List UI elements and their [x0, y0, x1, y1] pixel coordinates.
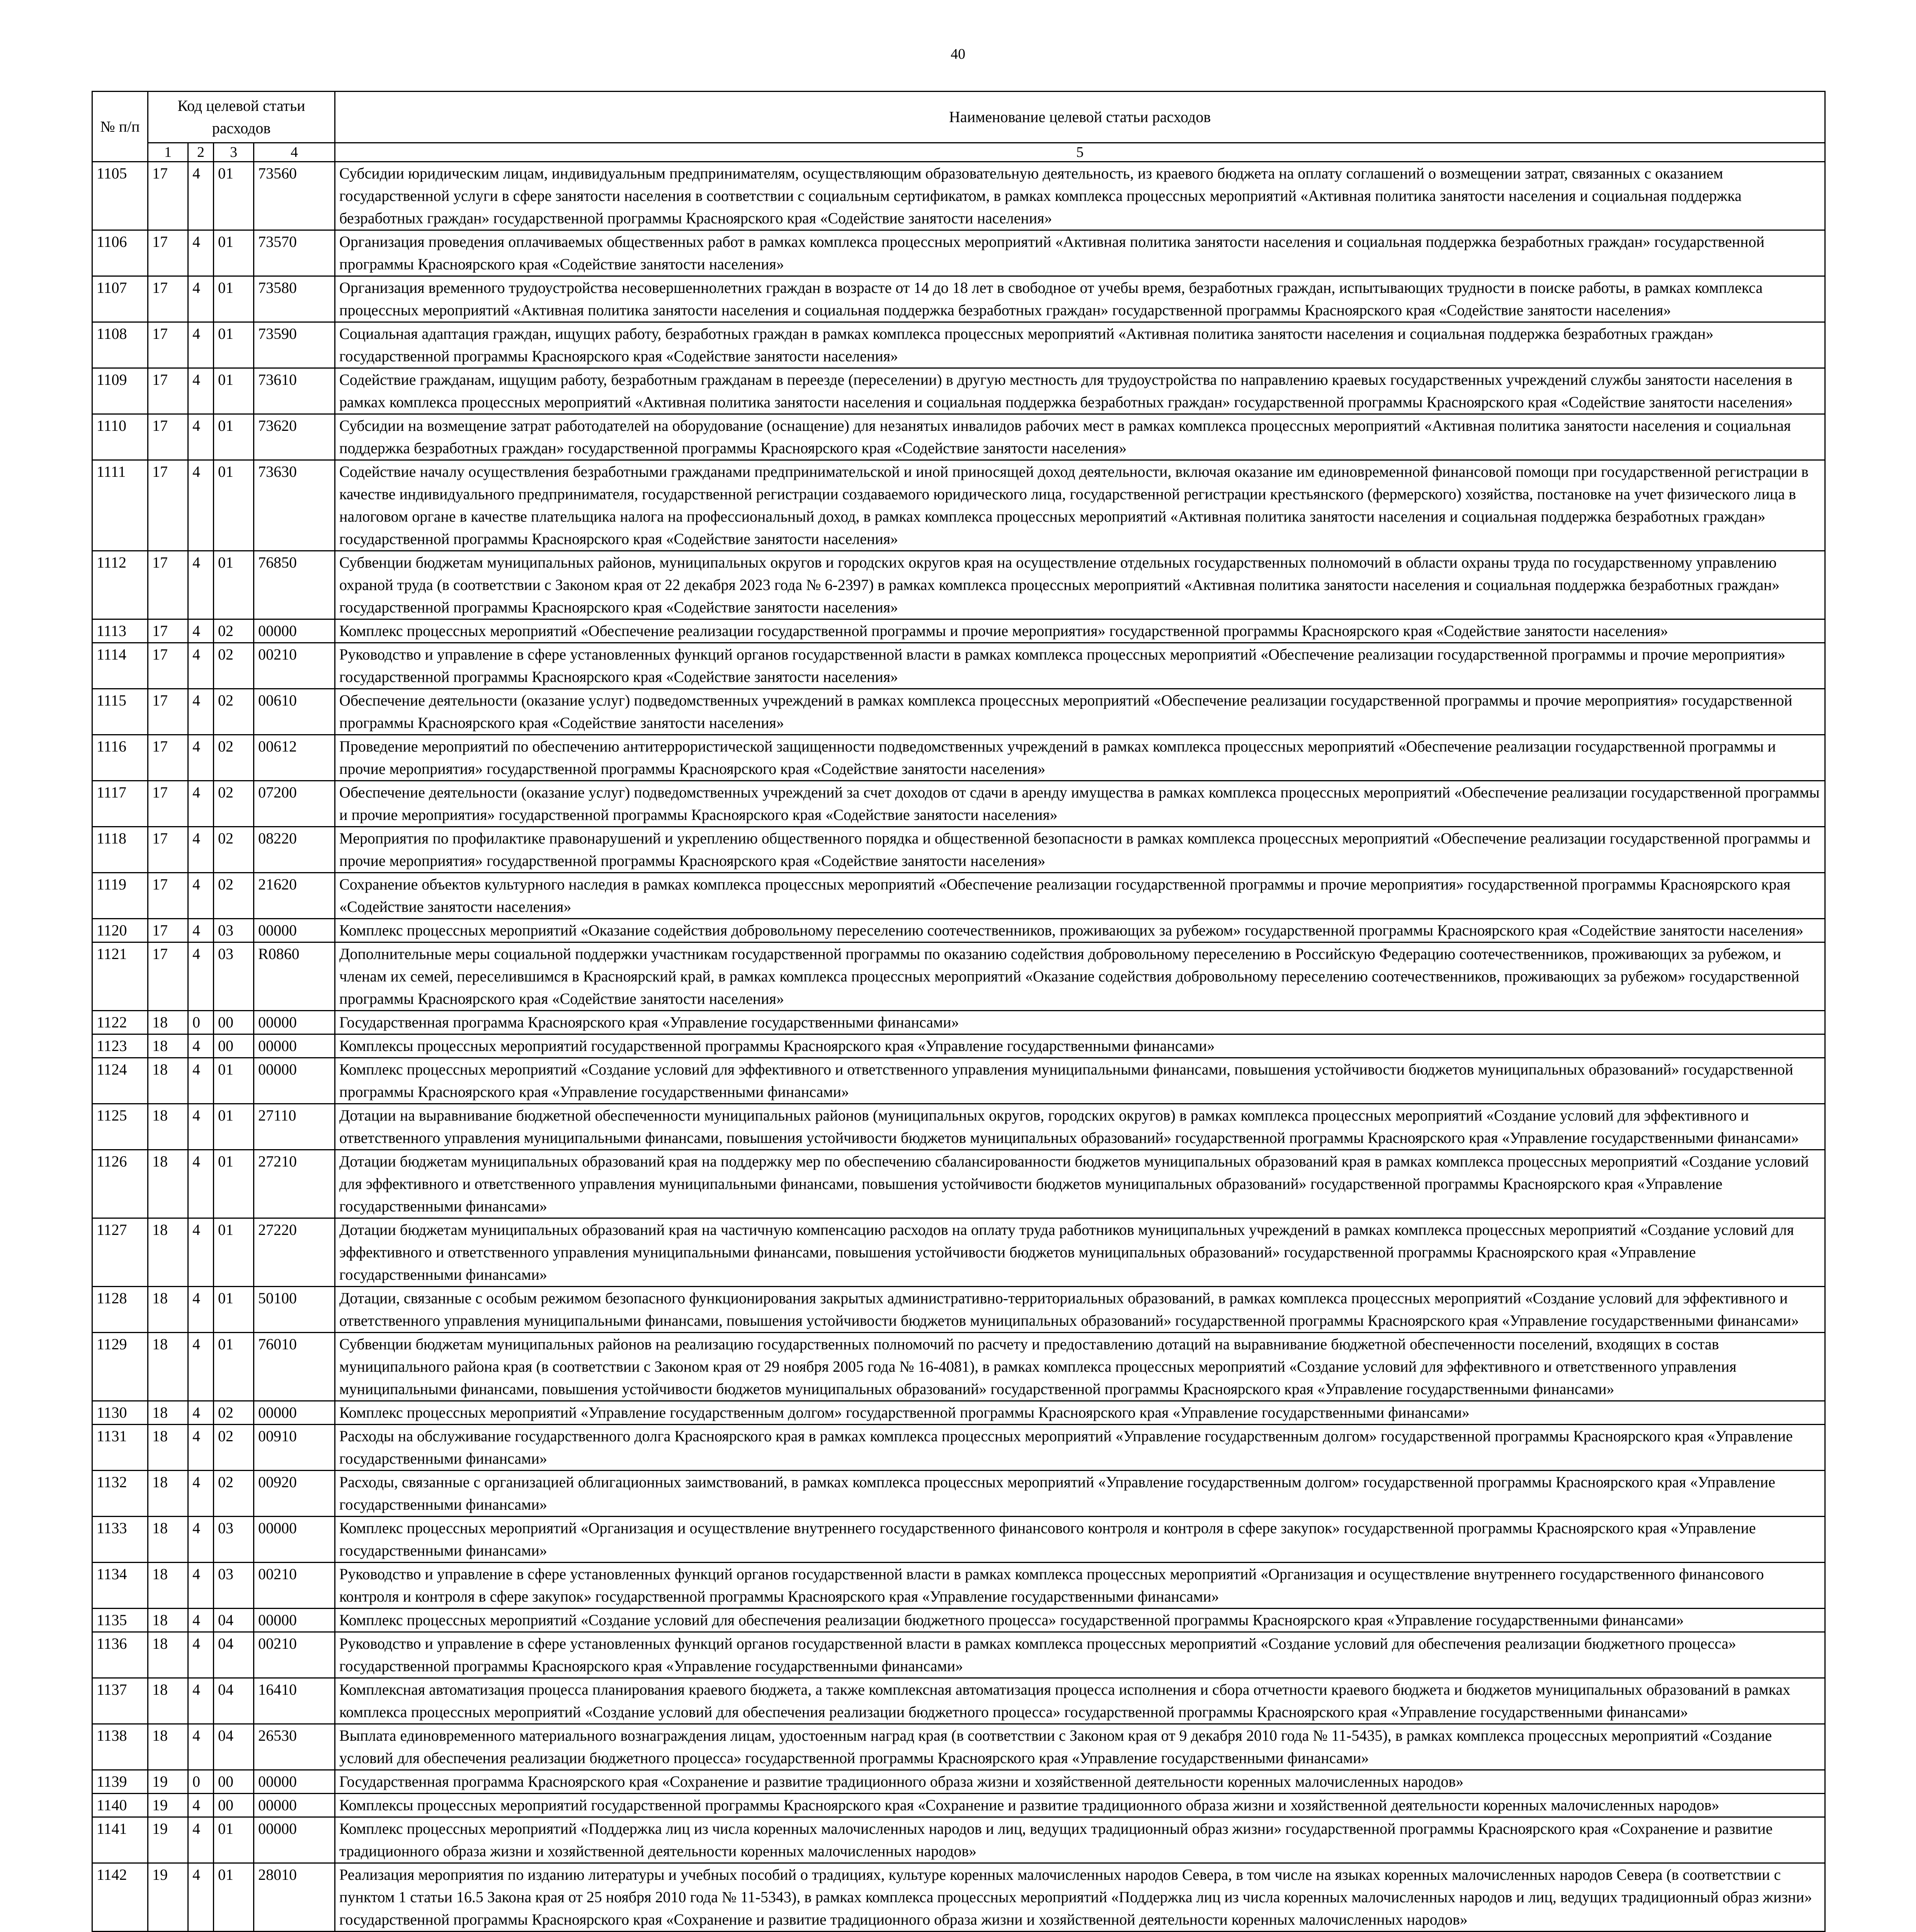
code-direction: 00612 — [254, 735, 335, 781]
expense-name: Государственная программа Красноярского края «Управление государственными финансами» — [335, 1011, 1825, 1034]
code-complex: 01 — [214, 414, 254, 460]
table-row — [92, 1863, 1825, 1932]
row-number: 1110 — [92, 414, 148, 460]
code-type: 4 — [188, 460, 214, 551]
row-number: 1116 — [92, 735, 148, 781]
row-number: 1122 — [92, 1011, 148, 1034]
table-row — [92, 368, 1825, 414]
header-name: Наименование целевой статьи расходов — [335, 92, 1825, 143]
code-complex: 03 — [214, 1563, 254, 1609]
expense-name: Комплекс процессных мероприятий «Создание условий для эффективного и ответственного управления муниципальными финансами, повышения устойчивости бюджетов муниципальных образований» государственной программы Красноярского края «Управление государственными финансами» — [335, 1058, 1825, 1104]
page-number: 40 — [951, 46, 965, 62]
table-row — [92, 1287, 1825, 1333]
row-number: 1128 — [92, 1287, 148, 1333]
code-complex: 02 — [214, 827, 254, 873]
expense-name: Содействие гражданам, ищущим работу, безработным гражданам в переезде (переселении) в другую местность для трудоустройства по направлению краевых государственных учреждений службы занятости населения в рамках комплекса процессных мероприятий «Активная политика занятости населения и социальная поддержка безработных граждан» государственной программы Красноярского края «Содействие занятости населения» — [335, 368, 1825, 414]
code-direction: 00920 — [254, 1471, 335, 1517]
row-number: 1130 — [92, 1401, 148, 1425]
row-number: 1137 — [92, 1678, 148, 1724]
code-type: 4 — [188, 643, 214, 689]
expense-name: Руководство и управление в сфере установленных функций органов государственной власти в рамках комплекса процессных мероприятий «Обеспечение реализации государственной программы и прочие мероприятия» государственной программы Красноярского края «Содействие занятости населения» — [335, 643, 1825, 689]
code-direction: 08220 — [254, 827, 335, 873]
expense-name: Комплексы процессных мероприятий государственной программы Красноярского края «Управление государственными финансами» — [335, 1034, 1825, 1058]
code-program: 18 — [148, 1471, 188, 1517]
code-direction: 00210 — [254, 643, 335, 689]
row-number: 1107 — [92, 276, 148, 322]
expense-name: Дотации бюджетам муниципальных образований края на поддержку мер по обеспечению сбалансированности бюджетов муниципальных образований края в рамках комплекса процессных мероприятий «Создание условий для эффективного и ответственного управления муниципальными финансами, повышения устойчивости бюджетов муниципальных образований» государственной программы Красноярского края «Управление государственными финансами» — [335, 1150, 1825, 1218]
expense-name: Комплексная автоматизация процесса планирования краевого бюджета, а также комплексная автоматизация процесса исполнения и сбора отчетности краевого бюджета и бюджетов муниципальных образований в рамках комплекса процессных мероприятий «Создание условий для обеспечения реализации бюджетного процесса» государственной программы Красноярского края «Управление государственными финансами» — [335, 1678, 1825, 1724]
code-direction: 00210 — [254, 1563, 335, 1609]
code-program: 18 — [148, 1034, 188, 1058]
table-row — [92, 919, 1825, 942]
code-type: 4 — [188, 414, 214, 460]
code-direction: 76850 — [254, 551, 335, 619]
expense-name: Комплекс процессных мероприятий «Создание условий для обеспечения реализации бюджетного процесса» государственной программы Красноярского края «Управление государственными финансами» — [335, 1609, 1825, 1632]
code-program: 18 — [148, 1563, 188, 1609]
code-complex: 01 — [214, 322, 254, 368]
table-row — [92, 619, 1825, 643]
row-number: 1117 — [92, 781, 148, 827]
code-complex: 02 — [214, 735, 254, 781]
code-program: 18 — [148, 1724, 188, 1770]
code-program: 18 — [148, 1333, 188, 1401]
table-body — [92, 162, 1825, 1932]
code-type: 4 — [188, 919, 214, 942]
table-row — [92, 1034, 1825, 1058]
header-sub-2: 2 — [188, 143, 214, 162]
expense-name: Обеспечение деятельности (оказание услуг) подведомственных учреждений за счет доходов от сдачи в аренду имущества в рамках комплекса процессных мероприятий «Обеспечение реализации государственной программы и прочие мероприятия» государственной программы Красноярского края «Содействие занятости населения» — [335, 781, 1825, 827]
code-program: 18 — [148, 1287, 188, 1333]
code-type: 4 — [188, 322, 214, 368]
table-row — [92, 1011, 1825, 1034]
code-complex: 01 — [214, 460, 254, 551]
expense-name: Субсидии юридическим лицам, индивидуальным предпринимателям, осуществляющим образовательную деятельность, из краевого бюджета на оплату соглашений о возмещении затрат, связанных с оказанием государственной услуги в сфере занятости населения в соответствии с социальным сертификатом, в рамках комплекса процессных мероприятий «Активная политика занятости населения и социальная поддержка безработных граждан» государственной программы Красноярского края «Содействие занятости населения» — [335, 162, 1825, 230]
code-complex: 00 — [214, 1034, 254, 1058]
code-complex: 04 — [214, 1678, 254, 1724]
code-program: 18 — [148, 1517, 188, 1563]
table-row — [92, 322, 1825, 368]
code-type: 4 — [188, 735, 214, 781]
expense-name: Содействие началу осуществления безработными гражданами предпринимательской и иной приносящей доход деятельности, включая оказание им единовременной финансовой помощи при государственной регистрации в качестве индивидуального предпринимателя, государственной регистрации создаваемого юридического лица, государственной регистрации крестьянского (фермерского) хозяйства, постановке на учет физического лица в налоговом органе в качестве плательщика налога на профессиональный доход, в рамках комплекса процессных мероприятий «Активная политика занятости населения и социальная поддержка безработных граждан» государственной программы Красноярского края «Содействие занятости населения» — [335, 460, 1825, 551]
code-type: 4 — [188, 1058, 214, 1104]
code-type: 4 — [188, 873, 214, 919]
code-complex: 01 — [214, 1218, 254, 1287]
row-number: 1108 — [92, 322, 148, 368]
code-complex: 02 — [214, 873, 254, 919]
table-row — [92, 1817, 1825, 1863]
code-program: 17 — [148, 162, 188, 230]
code-program: 17 — [148, 551, 188, 619]
table-row — [92, 1150, 1825, 1218]
row-number: 1111 — [92, 460, 148, 551]
table-row — [92, 1517, 1825, 1563]
code-type: 4 — [188, 1517, 214, 1563]
code-complex: 02 — [214, 619, 254, 643]
expense-name: Дотации на выравнивание бюджетной обеспеченности муниципальных районов (муниципальных округов, городских округов) в рамках комплекса процессных мероприятий «Создание условий для эффективного и ответственного управления муниципальными финансами, повышения устойчивости бюджетов муниципальных образований» государственной программы Красноярского края «Управление государственными финансами» — [335, 1104, 1825, 1150]
code-complex: 00 — [214, 1011, 254, 1034]
expense-name: Комплекс процессных мероприятий «Обеспечение реализации государственной программы и прочие мероприятия» государственной программы Красноярского края «Содействие занятости населения» — [335, 619, 1825, 643]
table-row — [92, 162, 1825, 230]
code-direction: 00000 — [254, 1817, 335, 1863]
expense-name: Сохранение объектов культурного наследия в рамках комплекса процессных мероприятий «Обеспечение реализации государственной программы и прочие мероприятия» государственной программы Красноярского края «Содействие занятости населения» — [335, 873, 1825, 919]
code-program: 18 — [148, 1425, 188, 1471]
code-direction: 00000 — [254, 919, 335, 942]
code-type: 4 — [188, 1863, 214, 1932]
code-program: 17 — [148, 414, 188, 460]
code-direction: 27210 — [254, 1150, 335, 1218]
row-number: 1142 — [92, 1863, 148, 1932]
code-direction: 21620 — [254, 873, 335, 919]
table-row — [92, 643, 1825, 689]
budget-table — [92, 91, 1826, 1932]
code-direction: 26530 — [254, 1724, 335, 1770]
row-number: 1114 — [92, 643, 148, 689]
row-number: 1138 — [92, 1724, 148, 1770]
table-row — [92, 1678, 1825, 1724]
code-program: 17 — [148, 942, 188, 1011]
row-number: 1126 — [92, 1150, 148, 1218]
code-direction: 73630 — [254, 460, 335, 551]
code-complex: 02 — [214, 643, 254, 689]
table-row — [92, 1218, 1825, 1287]
code-type: 4 — [188, 162, 214, 230]
code-complex: 01 — [214, 1333, 254, 1401]
row-number: 1119 — [92, 873, 148, 919]
code-program: 17 — [148, 735, 188, 781]
expense-name: Комплекс процессных мероприятий «Управление государственным долгом» государственной программы Красноярского края «Управление государственными финансами» — [335, 1401, 1825, 1425]
row-number: 1134 — [92, 1563, 148, 1609]
code-complex: 00 — [214, 1770, 254, 1794]
code-complex: 01 — [214, 551, 254, 619]
expense-name: Комплекс процессных мероприятий «Организация и осуществление внутреннего государственного финансового контроля и контроля в сфере закупок» государственной программы Красноярского края «Управление государственными финансами» — [335, 1517, 1825, 1563]
code-complex: 04 — [214, 1724, 254, 1770]
code-direction: 73620 — [254, 414, 335, 460]
expense-name: Дотации бюджетам муниципальных образований края на частичную компенсацию расходов на оплату труда работников муниципальных учреждений в рамках комплекса процессных мероприятий «Создание условий для эффективного и ответственного управления муниципальными финансами, повышения устойчивости бюджетов муниципальных образований» государственной программы Красноярского края «Управление государственными финансами» — [335, 1218, 1825, 1287]
code-type: 4 — [188, 1104, 214, 1150]
code-type: 4 — [188, 1471, 214, 1517]
code-complex: 01 — [214, 162, 254, 230]
row-number: 1109 — [92, 368, 148, 414]
code-program: 17 — [148, 322, 188, 368]
code-type: 4 — [188, 1794, 214, 1817]
code-complex: 02 — [214, 1401, 254, 1425]
code-program: 17 — [148, 827, 188, 873]
header-number: № п/п — [92, 92, 148, 162]
code-program: 19 — [148, 1817, 188, 1863]
code-type: 4 — [188, 1401, 214, 1425]
row-number: 1112 — [92, 551, 148, 619]
code-type: 4 — [188, 827, 214, 873]
code-direction: 00000 — [254, 1401, 335, 1425]
code-direction: 00000 — [254, 1058, 335, 1104]
code-program: 18 — [148, 1609, 188, 1632]
code-direction: 76010 — [254, 1333, 335, 1401]
code-program: 19 — [148, 1863, 188, 1932]
code-direction: 00000 — [254, 1011, 335, 1034]
row-number: 1118 — [92, 827, 148, 873]
table-row — [92, 414, 1825, 460]
code-program: 17 — [148, 276, 188, 322]
code-direction: 00000 — [254, 1517, 335, 1563]
code-complex: 03 — [214, 942, 254, 1011]
code-program: 17 — [148, 643, 188, 689]
code-type: 4 — [188, 1425, 214, 1471]
code-type: 4 — [188, 1150, 214, 1218]
code-program: 17 — [148, 368, 188, 414]
table-row — [92, 230, 1825, 276]
code-complex: 01 — [214, 368, 254, 414]
code-type: 4 — [188, 942, 214, 1011]
code-direction: 50100 — [254, 1287, 335, 1333]
expense-name: Мероприятия по профилактике правонарушений и укреплению общественного порядка и общественной безопасности в рамках комплекса процессных мероприятий «Обеспечение реализации государственной программы и прочие мероприятия» государственной программы Красноярского края «Содействие занятости населения» — [335, 827, 1825, 873]
code-direction: 00910 — [254, 1425, 335, 1471]
code-program: 17 — [148, 689, 188, 735]
code-direction: 73590 — [254, 322, 335, 368]
expense-name: Проведение мероприятий по обеспечению антитеррористической защищенности подведомственных учреждений в рамках комплекса процессных мероприятий «Обеспечение реализации государственной программы и прочие мероприятия» государственной программы Красноярского края «Содействие занятости населения» — [335, 735, 1825, 781]
code-complex: 01 — [214, 1817, 254, 1863]
expense-name: Дополнительные меры социальной поддержки участникам государственной программы по оказанию содействия добровольному переселению в Российскую Федерацию соотечественников, проживающих за рубежом, и членам их семей, переселившимся в Красноярский край, в рамках комплекса процессных мероприятий «Оказание содействия добровольному переселению соотечественников, проживающих за рубежом» государственной программы Красноярского края «Содействие занятости населения» — [335, 942, 1825, 1011]
code-direction: 00210 — [254, 1632, 335, 1678]
table-row — [92, 781, 1825, 827]
code-complex: 02 — [214, 689, 254, 735]
row-number: 1139 — [92, 1770, 148, 1794]
code-complex: 04 — [214, 1632, 254, 1678]
code-type: 4 — [188, 1609, 214, 1632]
table-row — [92, 1425, 1825, 1471]
code-direction: 16410 — [254, 1678, 335, 1724]
code-direction: 28010 — [254, 1863, 335, 1932]
code-direction: 00000 — [254, 619, 335, 643]
code-type: 4 — [188, 1333, 214, 1401]
code-type: 4 — [188, 276, 214, 322]
expense-name: Субсидии на возмещение затрат работодателей на оборудование (оснащение) для незанятых инвалидов рабочих мест в рамках комплекса процессных мероприятий «Активная политика занятости населения и социальная поддержка безработных граждан» государственной программы Красноярского края «Содействие занятости населения» — [335, 414, 1825, 460]
header-code: Код целевой статьи расходов — [148, 92, 335, 143]
row-number: 1106 — [92, 230, 148, 276]
expense-name: Комплекс процессных мероприятий «Поддержка лиц из числа коренных малочисленных народов и лиц, ведущих традиционный образ жизни» государственной программы Красноярского края «Сохранение и развитие традиционного образа жизни и хозяйственной деятельности коренных малочисленных народов» — [335, 1817, 1825, 1863]
table-row — [92, 1724, 1825, 1770]
expense-name: Организация временного трудоустройства несовершеннолетних граждан в возрасте от 14 до 18 лет в свободное от учебы время, безработных граждан, испытывающих трудности в поиске работы, в рамках комплекса процессных мероприятий «Активная политика занятости населения и социальная поддержка безработных граждан» государственной программы Красноярского края «Содействие занятости населения» — [335, 276, 1825, 322]
code-program: 18 — [148, 1150, 188, 1218]
code-type: 4 — [188, 689, 214, 735]
code-complex: 01 — [214, 1150, 254, 1218]
expense-name: Социальная адаптация граждан, ищущих работу, безработных граждан в рамках комплекса процессных мероприятий «Активная политика занятости населения и социальная поддержка безработных граждан» государственной программы Красноярского края «Содействие занятости населения» — [335, 322, 1825, 368]
code-complex: 04 — [214, 1609, 254, 1632]
row-number: 1121 — [92, 942, 148, 1011]
expense-name: Дотации, связанные с особым режимом безопасного функционирования закрытых административно-территориальных образований, в рамках комплекса процессных мероприятий «Создание условий для эффективного и ответственного управления муниципальными финансами, повышения устойчивости бюджетов муниципальных образований» государственной программы Красноярского края «Управление государственными финансами» — [335, 1287, 1825, 1333]
code-complex: 01 — [214, 276, 254, 322]
row-number: 1132 — [92, 1471, 148, 1517]
code-complex: 01 — [214, 1058, 254, 1104]
expense-name: Руководство и управление в сфере установленных функций органов государственной власти в рамках комплекса процессных мероприятий «Организация и осуществление внутреннего государственного финансового контроля и контроля в сфере закупок» государственной программы Красноярского края «Управление государственными финансами» — [335, 1563, 1825, 1609]
code-program: 17 — [148, 781, 188, 827]
row-number: 1135 — [92, 1609, 148, 1632]
table-row — [92, 827, 1825, 873]
code-type: 4 — [188, 1817, 214, 1863]
header-sub-4: 4 — [254, 143, 335, 162]
table-row — [92, 1104, 1825, 1150]
code-type: 0 — [188, 1770, 214, 1794]
table-row — [92, 551, 1825, 619]
table-row — [92, 735, 1825, 781]
code-program: 17 — [148, 230, 188, 276]
code-program: 18 — [148, 1678, 188, 1724]
code-type: 4 — [188, 1287, 214, 1333]
code-type: 4 — [188, 1632, 214, 1678]
code-program: 18 — [148, 1632, 188, 1678]
expense-name: Обеспечение деятельности (оказание услуг) подведомственных учреждений в рамках комплекса процессных мероприятий «Обеспечение реализации государственной программы и прочие мероприятия» государственной программы Красноярского края «Содействие занятости населения» — [335, 689, 1825, 735]
expense-name: Расходы на обслуживание государственного долга Красноярского края в рамках комплекса процессных мероприятий «Управление государственным долгом» государственной программы Красноярского края «Управление государственными финансами» — [335, 1425, 1825, 1471]
row-number: 1141 — [92, 1817, 148, 1863]
code-direction: 00000 — [254, 1609, 335, 1632]
row-number: 1123 — [92, 1034, 148, 1058]
expense-name: Субвенции бюджетам муниципальных районов, муниципальных округов и городских округов края на осуществление отдельных государственных полномочий в области охраны труда по государственному управлению охраной труда (в соответствии с Законом края от 22 декабря 2023 года № 6-2397) в рамках комплекса процессных мероприятий «Активная политика занятости населения и социальная поддержка безработных граждан» государственной программы Красноярского края «Содействие занятости населения» — [335, 551, 1825, 619]
code-program: 17 — [148, 619, 188, 643]
code-program: 17 — [148, 873, 188, 919]
code-type: 4 — [188, 230, 214, 276]
code-program: 18 — [148, 1104, 188, 1150]
code-program: 19 — [148, 1794, 188, 1817]
row-number: 1136 — [92, 1632, 148, 1678]
expense-name: Государственная программа Красноярского края «Сохранение и развитие традиционного образа жизни и хозяйственной деятельности коренных малочисленных народов» — [335, 1770, 1825, 1794]
code-direction: 27220 — [254, 1218, 335, 1287]
table-row — [92, 276, 1825, 322]
code-type: 4 — [188, 1724, 214, 1770]
row-number: 1127 — [92, 1218, 148, 1287]
expense-name: Расходы, связанные с организацией облигационных заимствований, в рамках комплекса процессных мероприятий «Управление государственным долгом» государственной программы Красноярского края «Управление государственными финансами» — [335, 1471, 1825, 1517]
code-type: 0 — [188, 1011, 214, 1034]
code-complex: 00 — [214, 1794, 254, 1817]
code-direction: 00000 — [254, 1770, 335, 1794]
expense-name: Реализация мероприятия по изданию литературы и учебных пособий о традициях, культуре коренных малочисленных народов Севера, в том числе на языках коренных малочисленных народов Севера (в соответствии с пунктом 1 статьи 16.5 Закона края от 25 ноября 2010 года № 11-5343), в рамках комплекса процессных мероприятий «Поддержка лиц из числа коренных малочисленных народов и лиц, ведущих традиционный образ жизни» государственной программы Красноярского края «Сохранение и развитие традиционного образа жизни и хозяйственной деятельности коренных малочисленных народов» — [335, 1863, 1825, 1932]
table-header — [92, 92, 1825, 162]
code-direction: 73610 — [254, 368, 335, 414]
code-direction: 00000 — [254, 1034, 335, 1058]
table-row — [92, 460, 1825, 551]
code-direction: 00000 — [254, 1794, 335, 1817]
table-row — [92, 1794, 1825, 1817]
table-row — [92, 1401, 1825, 1425]
table-row — [92, 1609, 1825, 1632]
code-program: 18 — [148, 1401, 188, 1425]
row-number: 1140 — [92, 1794, 148, 1817]
code-direction: R0860 — [254, 942, 335, 1011]
code-direction: 73580 — [254, 276, 335, 322]
code-type: 4 — [188, 781, 214, 827]
row-number: 1113 — [92, 619, 148, 643]
expense-name: Субвенции бюджетам муниципальных районов на реализацию государственных полномочий по расчету и предоставлению дотаций на выравнивание бюджетной обеспеченности поселений, входящих в состав муниципального района края (в соответствии с Законом края от 29 ноября 2005 года № 16-4081), в рамках комплекса процессных мероприятий «Создание условий для эффективного и ответственного управления муниципальными финансами, повышения устойчивости бюджетов муниципальных образований» государственной программы Красноярского края «Управление государственными финансами» — [335, 1333, 1825, 1401]
row-number: 1133 — [92, 1517, 148, 1563]
table-row — [92, 942, 1825, 1011]
code-complex: 02 — [214, 1471, 254, 1517]
code-direction: 00610 — [254, 689, 335, 735]
code-program: 18 — [148, 1058, 188, 1104]
expense-name: Организация проведения оплачиваемых общественных работ в рамках комплекса процессных мероприятий «Активная политика занятости населения и социальная поддержка безработных граждан» государственной программы Красноярского края «Содействие занятости населения» — [335, 230, 1825, 276]
table-row — [92, 689, 1825, 735]
code-complex: 01 — [214, 1863, 254, 1932]
row-number: 1129 — [92, 1333, 148, 1401]
code-type: 4 — [188, 619, 214, 643]
code-direction: 73560 — [254, 162, 335, 230]
header-sub-5: 5 — [335, 143, 1825, 162]
code-type: 4 — [188, 551, 214, 619]
expense-name: Комплексы процессных мероприятий государственной программы Красноярского края «Сохранение и развитие традиционного образа жизни и хозяйственной деятельности коренных малочисленных народов» — [335, 1794, 1825, 1817]
code-direction: 73570 — [254, 230, 335, 276]
row-number: 1105 — [92, 162, 148, 230]
header-sub-3: 3 — [214, 143, 254, 162]
expense-name: Руководство и управление в сфере установленных функций органов государственной власти в рамках комплекса процессных мероприятий «Создание условий для обеспечения реализации бюджетного процесса» государственной программы Красноярского края «Управление государственными финансами» — [335, 1632, 1825, 1678]
code-complex: 02 — [214, 781, 254, 827]
expense-name: Комплекс процессных мероприятий «Оказание содействия добровольному переселению соотечественников, проживающих за рубежом» государственной программы Красноярского края «Содействие занятости населения» — [335, 919, 1825, 942]
code-complex: 02 — [214, 1425, 254, 1471]
table-row — [92, 1471, 1825, 1517]
row-number: 1124 — [92, 1058, 148, 1104]
code-direction: 27110 — [254, 1104, 335, 1150]
code-complex: 03 — [214, 919, 254, 942]
table-row — [92, 1632, 1825, 1678]
code-type: 4 — [188, 1218, 214, 1287]
code-program: 19 — [148, 1770, 188, 1794]
row-number: 1125 — [92, 1104, 148, 1150]
table-row — [92, 1770, 1825, 1794]
code-type: 4 — [188, 1034, 214, 1058]
table-row — [92, 1058, 1825, 1104]
table-row — [92, 1563, 1825, 1609]
code-complex: 03 — [214, 1517, 254, 1563]
code-type: 4 — [188, 1678, 214, 1724]
header-sub-1: 1 — [148, 143, 188, 162]
table-row — [92, 1333, 1825, 1401]
code-complex: 01 — [214, 1104, 254, 1150]
code-type: 4 — [188, 368, 214, 414]
code-program: 17 — [148, 460, 188, 551]
row-number: 1115 — [92, 689, 148, 735]
code-direction: 07200 — [254, 781, 335, 827]
code-complex: 01 — [214, 230, 254, 276]
table-row — [92, 873, 1825, 919]
row-number: 1131 — [92, 1425, 148, 1471]
code-program: 18 — [148, 1218, 188, 1287]
code-type: 4 — [188, 1563, 214, 1609]
code-complex: 01 — [214, 1287, 254, 1333]
row-number: 1120 — [92, 919, 148, 942]
code-program: 17 — [148, 919, 188, 942]
code-program: 18 — [148, 1011, 188, 1034]
expense-name: Выплата единовременного материального вознаграждения лицам, удостоенным наград края (в соответствии с Законом края от 9 декабря 2010 года № 11-5435), в рамках комплекса процессных мероприятий «Создание условий для обеспечения реализации бюджетного процесса» государственной программы Красноярского края «Управление государственными финансами» — [335, 1724, 1825, 1770]
